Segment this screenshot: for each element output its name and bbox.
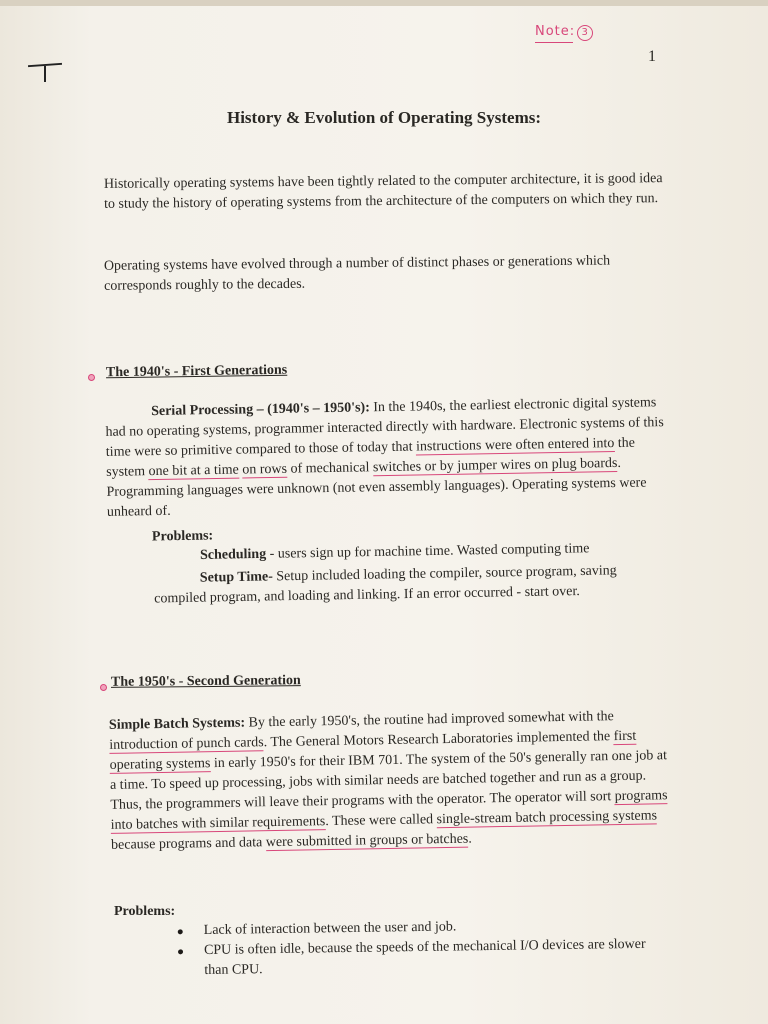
bullet-dot-icon: [178, 929, 183, 934]
scheduling-term: Scheduling: [199, 546, 267, 564]
highlight-underline: switches or by jumper wires on plug boards: [372, 455, 618, 476]
margin-pen-mark-stem: [44, 66, 46, 82]
highlight-underline: programs into batches with similar requirements: [110, 788, 668, 833]
serial-processing-lead: Serial Processing – (1940's – 1950's):: [151, 400, 370, 420]
highlight-underline: first operating systems: [109, 728, 637, 773]
document-title: History & Evolution of Operating Systems:: [226, 108, 542, 127]
paragraph-indent: [154, 571, 200, 587]
problems-label-1: Problems:: [151, 528, 214, 545]
body-text: .: [468, 831, 472, 847]
highlight-underline: introduction of punch cards: [109, 735, 264, 753]
highlight-underline: instructions were often entered into: [415, 436, 615, 455]
highlight-underline: were submitted in groups or batches: [265, 831, 469, 851]
body-text: In the 1940s, the earliest electronic digital systems had no operating systems, programmer interacted directly with hardware. Electronic systems of this time were so primitive compared to those of today that: [105, 395, 664, 460]
body-text: because programs and data: [110, 835, 266, 853]
highlight-underline: one bit at a time: [148, 462, 239, 480]
bullet-dot-icon: [178, 949, 183, 954]
list-item: [178, 935, 659, 982]
body-text: the system: [106, 435, 636, 480]
section-heading-1950s: The 1950's - Second Generation: [110, 673, 301, 690]
body-text: . Programming languages were unknown (not even assembly languages). Operating systems were unheard of.: [106, 455, 647, 520]
setup-time-term: Setup Time-: [199, 569, 273, 586]
page-number: 1: [648, 48, 656, 65]
setup-time-line: [154, 561, 665, 610]
serial-processing-paragraph: [105, 393, 667, 523]
scheduling-text: - users sign up for machine time. Wasted computing time: [266, 541, 590, 562]
body-text: . The General Motors Research Laboratories implemented the: [263, 729, 614, 751]
note-number: 3: [577, 25, 593, 41]
section-heading-1940s: The 1940's - First Generations: [105, 362, 288, 381]
body-text: in early 1950's for their IBM 701. The system of the 50's generally ran one job at a time. To speed up processing, jobs with similar needs are batched together and run as a group. Thus, the programmers will leave their programs with the operator. The operator will sort: [109, 748, 668, 813]
section-bullet-icon: [88, 374, 95, 381]
paragraph-indent: [105, 404, 151, 420]
highlight-underline: single-stream batch processing systems: [436, 808, 658, 828]
problems-list: [178, 915, 659, 982]
problems-label-2: Problems:: [114, 904, 176, 919]
setup-time-text: Setup included loading the compiler, source program, saving compiled program, and loading and linking. If an error occurred - start over.: [154, 563, 617, 607]
handwritten-note: [535, 24, 593, 41]
scheduling-line: [200, 540, 660, 564]
body-text: By the early 1950's, the routine had improved somewhat with the: [244, 709, 614, 731]
simple-batch-paragraph: [109, 706, 671, 856]
body-text: of mechanical: [286, 460, 374, 477]
intro-paragraph-2: Operating systems have evolved through a number of distinct phases or generations which corresponds roughly to the decades.: [103, 253, 611, 294]
note-underline: [535, 42, 573, 43]
body-text: . These were called: [325, 812, 437, 830]
list-item-text: CPU is often idle, because the speeds of the mechanical I/O devices are slower than CPU.: [203, 936, 646, 978]
note-label: Note:: [535, 24, 576, 39]
list-item-text: Lack of interaction between the user and job.: [203, 919, 457, 938]
intro-paragraph-1: Historically operating systems have been tightly related to the computer architecture, it is good idea to study the history of operating systems from the architecture of the computers on which they run.: [103, 171, 663, 212]
highlight-underline: on rows: [242, 461, 288, 478]
page-top-edge: [0, 0, 768, 6]
simple-batch-lead: Simple Batch Systems:: [108, 715, 246, 733]
section-bullet-icon: [100, 684, 107, 691]
